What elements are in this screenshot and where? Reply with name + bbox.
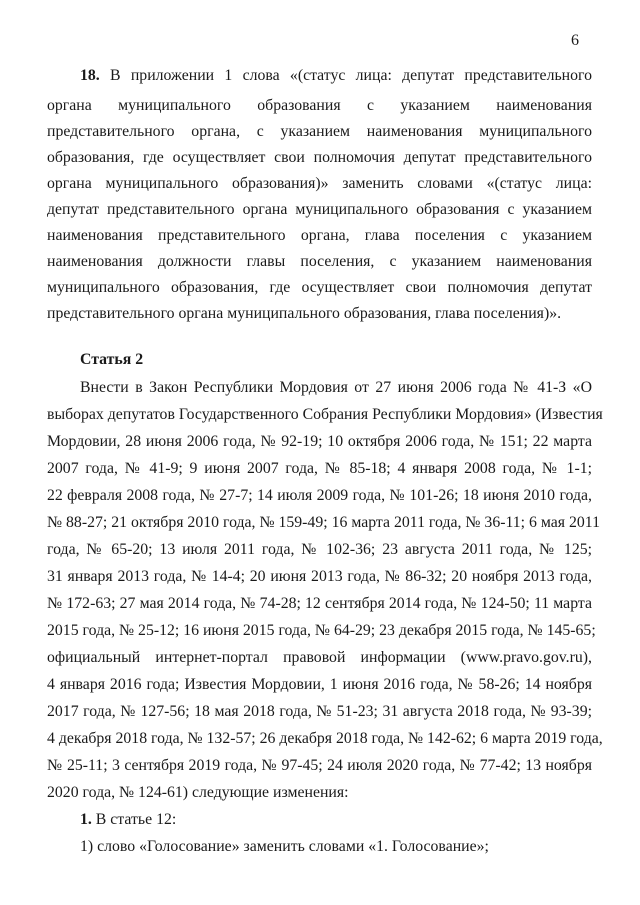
article2-line-7: года, № 65-20; 13 июля 2011 года, № 102-36; 23 августа 2011 года, № 125;	[47, 541, 592, 558]
article2-line-15: № 25-11; 3 сентября 2019 года, № 97-45; 24 июля 2020 года, № 77-42; 13 ноября	[47, 757, 592, 774]
article2-line-1: Внести в Закон Республики Мордовия от 27 июня 2006 года № 41-З «О	[80, 379, 592, 396]
item18-line-7: наименования представительного органа, глава поселения с указанием	[47, 227, 592, 244]
item18-line-4: образования, где осуществляет свои полномочия депутат представительного	[47, 149, 592, 166]
item18-line-6: депутат представительного органа муниципального образования с указанием	[47, 201, 592, 218]
article2-line-12: 4 января 2016 года; Известия Мордовии, 1 июня 2016 года, № 58-26; 14 ноября	[47, 676, 592, 693]
article2-line-14: 4 декабря 2018 года, № 132-57; 26 декабря 2018 года, № 142-62; 6 марта 2019 года,	[47, 730, 603, 747]
item18-line-1-text: В приложении 1 слова «(статус лица: депутат представительного	[99, 67, 592, 84]
article2-line-3: Мордовии, 28 июня 2006 года, № 92-19; 10 октября 2006 года, № 151; 22 марта	[47, 433, 592, 450]
item18-line-3: представительного органа, с указанием наименования муниципального	[47, 123, 592, 140]
item18-line-10: представительного органа муниципального образования, глава поселения)».	[47, 305, 562, 322]
point-1-text: В статье 12:	[91, 811, 177, 828]
point-1-label: 1.	[80, 811, 92, 828]
article2-line-16: 2020 года, № 124-61) следующие изменения:	[47, 784, 349, 801]
article2-line-2: выборах депутатов Государственного Собрания Республики Мордовия» (Известия	[47, 406, 603, 423]
article-2-heading: Статья 2	[80, 351, 144, 368]
point-1	[80, 810, 592, 830]
article2-line-9: № 172-63; 27 мая 2014 года, № 74-28; 12 сентября 2014 года, № 124-50; 11 марта	[47, 595, 592, 612]
article2-line-13: 2017 года, № 127-56; 18 мая 2018 года, № 51-23; 31 августа 2018 года, № 93-39;	[47, 703, 592, 720]
article2-line-5: 22 февраля 2008 года, № 27-7; 14 июля 2009 года, № 101-26; 18 июня 2010 года,	[47, 487, 592, 504]
article2-line-10: 2015 года, № 25-12; 16 июня 2015 года, № 64-29; 23 декабря 2015 года, № 145-65;	[47, 622, 596, 639]
article2-line-4: 2007 года, № 41-9; 9 июня 2007 года, № 85-18; 4 января 2008 года, № 1-1;	[47, 460, 592, 477]
item18-line-1	[80, 66, 592, 86]
item18-line-8: наименования должности главы поселения, с указанием наименования	[47, 253, 592, 270]
article2-line-6: № 88-27; 21 октября 2010 года, № 159-49; 16 марта 2011 года, № 36-11; 6 мая 2011	[47, 514, 600, 531]
article2-line-8: 31 января 2013 года, № 14-4; 20 июня 2013 года, № 86-32; 20 ноября 2013 года,	[47, 568, 592, 585]
item18-line-2: органа муниципального образования с указанием наименования	[47, 97, 592, 114]
article2-line-11: официальный интернет-портал правовой информации (www.pravo.gov.ru),	[47, 649, 592, 666]
item18-line-5: органа муниципального образования)» заменить словами «(статус лица:	[47, 175, 592, 192]
page-number: 6	[571, 32, 579, 49]
subpoint-1: 1) слово «Голосование» заменить словами «1. Голосование»;	[80, 838, 489, 855]
item18-line-9: муниципального образования, где осуществляет свои полномочия депутат	[47, 279, 592, 296]
item18-label: 18.	[80, 67, 100, 84]
